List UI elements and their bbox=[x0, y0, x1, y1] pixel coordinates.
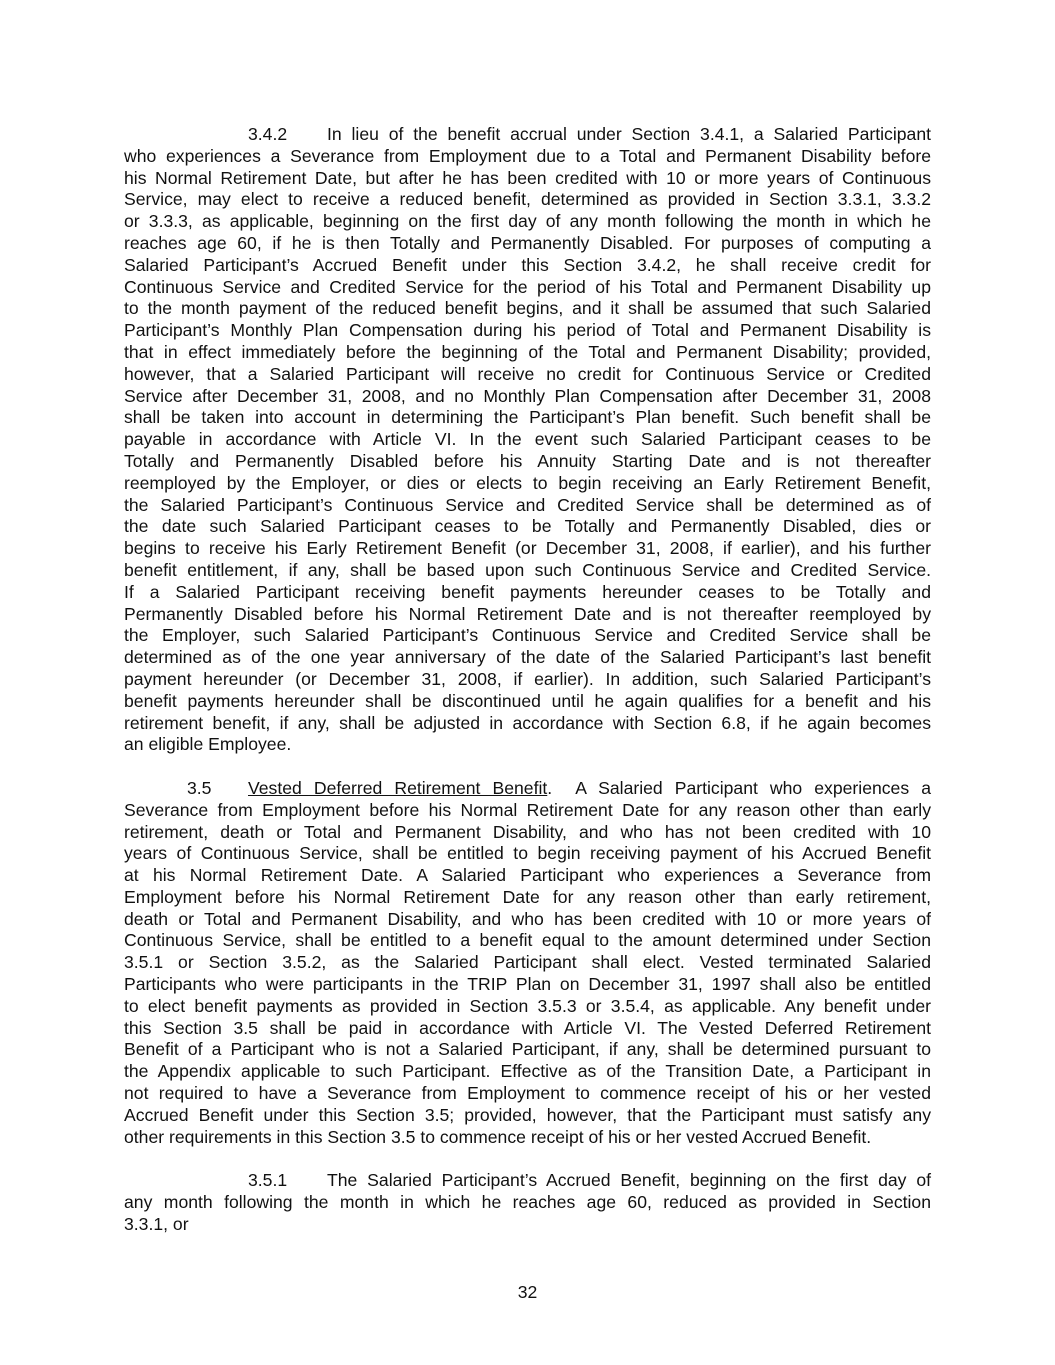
text-line: benefit payments hereunder shall be discontinued until he again qualifies for a benefit and his bbox=[124, 690, 931, 711]
text-line: determined as of the one year anniversary of the date of the Salaried Participant’s last benefit bbox=[124, 647, 931, 668]
text-line: who experiences a Severance from Employment due to a Total and Permanent Disability before bbox=[124, 145, 931, 166]
text-line: payable in accordance with Article VI. In the event such Salaried Participant ceases to be bbox=[124, 429, 931, 450]
paragraph-first-line bbox=[124, 778, 931, 800]
text-line: 3.5.1 or Section 3.5.2, as the Salaried Participant shall elect. Vested terminated Salaried bbox=[124, 952, 931, 973]
text-line: If a Salaried Participant receiving benefit payments hereunder ceases to be Totally and bbox=[124, 581, 931, 602]
text-line: reaches age 60, if he is then Totally and Permanently Disabled. For purposes of computing a bbox=[124, 232, 931, 253]
text-line: shall be taken into account in determining the Participant’s Plan benefit. Such benefit shall be bbox=[124, 407, 931, 428]
section-number: 3.5 bbox=[187, 777, 212, 798]
text-line: Benefit of a Participant who is not a Salaried Participant, if any, shall be determined pursuant to bbox=[124, 1039, 931, 1060]
text-line: years of Continuous Service, shall be entitled to begin receiving payment of his Accrued Benefit bbox=[124, 843, 931, 864]
section-number: 3.5.1 bbox=[248, 1170, 288, 1191]
text-line: Service, may elect to receive a reduced benefit, determined as provided in Section 3.3.1, 3.3.2 bbox=[124, 189, 931, 210]
page-number: 32 bbox=[517, 1282, 538, 1302]
text-line: retirement benefit, if any, shall be adjusted in accordance with Section 6.8, if he again becomes bbox=[124, 712, 931, 733]
text-line: benefit entitlement, if any, shall be based upon such Continuous Service and Credited Service. bbox=[124, 559, 931, 580]
text-line: death or Total and Permanent Disability, and who has been credited with 10 or more years of bbox=[124, 908, 931, 929]
text-line: the date such Salaried Participant ceases to be Totally and Permanently Disabled, dies or bbox=[124, 516, 931, 537]
text-line: Continuous Service and Credited Service for the period of his Total and Permanent Disability up bbox=[124, 276, 931, 297]
text-line: at his Normal Retirement Date. A Salaried Participant who experiences a Severance from bbox=[124, 865, 931, 886]
text-line: or 3.3.3, as applicable, beginning on the first day of any month following the month in which he bbox=[124, 211, 931, 232]
paragraph-section-3-5 bbox=[124, 778, 931, 1149]
text-line: payment hereunder (or December 31, 2008, if earlier). In addition, such Salaried Participant’s bbox=[124, 668, 931, 689]
text-line: Salaried Participant’s Accrued Benefit under this Section 3.4.2, he shall receive credit for bbox=[124, 254, 931, 275]
section-text: . A Salaried Participant who experiences a bbox=[547, 777, 931, 798]
paragraph-first-line bbox=[124, 124, 931, 146]
text-line: Employment before his Normal Retirement Date for any reason other than early retirement, bbox=[124, 886, 931, 907]
section-text: The Salaried Participant’s Accrued Benefit, beginning on the first day of bbox=[327, 1170, 931, 1191]
text-line: reemployed by the Employer, or dies or elects to begin receiving an Early Retirement Benefit, bbox=[124, 472, 931, 493]
section-heading: Vested Deferred Retirement Benefit bbox=[248, 777, 548, 798]
text-line: retirement, death or Total and Permanent Disability, and who has not been credited with 10 bbox=[124, 821, 931, 842]
text-line: Service after December 31, 2008, and no Monthly Plan Compensation after December 31, 2008 bbox=[124, 385, 931, 406]
text-line: Participant’s Monthly Plan Compensation during his period of Total and Permanent Disability is bbox=[124, 320, 931, 341]
text-line: other requirements in this Section 3.5 to commence receipt of his or her vested Accrued Benefit. bbox=[124, 1126, 872, 1147]
text-line: Permanently Disabled before his Normal Retirement Date and is not thereafter reemployed by bbox=[124, 603, 931, 624]
text-line: Accrued Benefit under this Section 3.5; provided, however, that the Participant must satisfy any bbox=[124, 1104, 931, 1125]
text-line: 3.3.1, or bbox=[124, 1213, 189, 1234]
text-line: that in effect immediately before the beginning of the Total and Permanent Disability; provided, bbox=[124, 341, 931, 362]
text-line: however, that a Salaried Participant will receive no credit for Continuous Service or Credited bbox=[124, 363, 931, 384]
paragraph-section-3-5-1 bbox=[124, 1170, 931, 1235]
text-line: this Section 3.5 shall be paid in accordance with Article VI. The Vested Deferred Retirement bbox=[124, 1017, 931, 1038]
text-line: the Appendix applicable to such Participant. Effective as of the Transition Date, a Participant in bbox=[124, 1061, 931, 1082]
paragraph-spacer bbox=[124, 1148, 931, 1170]
paragraph-section-3-4-2 bbox=[124, 124, 931, 756]
text-line: Totally and Permanently Disabled before his Annuity Starting Date and is not thereafter bbox=[124, 450, 931, 471]
text-line: not required to have a Severance from Employment to commence receipt of his or her vested bbox=[124, 1083, 931, 1104]
text-line: Severance from Employment before his Normal Retirement Date for any reason other than early bbox=[124, 799, 931, 820]
paragraph-first-line bbox=[124, 1170, 931, 1192]
text-line: any month following the month in which he reaches age 60, reduced as provided in Section bbox=[124, 1192, 931, 1213]
text-line: to the month payment of the reduced benefit begins, and it shall be assumed that such Salaried bbox=[124, 298, 931, 319]
text-line: the Employer, such Salaried Participant’s Continuous Service and Credited Service shall be bbox=[124, 625, 931, 646]
paragraph-spacer bbox=[124, 756, 931, 778]
text-line: the Salaried Participant’s Continuous Service and Credited Service shall be determined as of bbox=[124, 494, 931, 515]
section-number: 3.4.2 bbox=[248, 124, 288, 144]
section-text: In lieu of the benefit accrual under Section 3.4.1, a Salaried Participant bbox=[327, 124, 931, 144]
text-line: Participants who were participants in the TRIP Plan on December 31, 1997 shall also be entitled bbox=[124, 974, 931, 995]
text-line: Continuous Service, shall be entitled to a benefit equal to the amount determined under Section bbox=[124, 930, 931, 951]
text-line: to elect benefit payments as provided in Section 3.5.3 or 3.5.4, as applicable. Any benefit under bbox=[124, 995, 931, 1016]
document-body bbox=[124, 124, 931, 1236]
text-line: an eligible Employee. bbox=[124, 734, 292, 755]
text-line: begins to receive his Early Retirement Benefit (or December 31, 2008, if earlier), and his further bbox=[124, 538, 931, 559]
text-line: his Normal Retirement Date, but after he has been credited with 10 or more years of Continuous bbox=[124, 167, 931, 188]
